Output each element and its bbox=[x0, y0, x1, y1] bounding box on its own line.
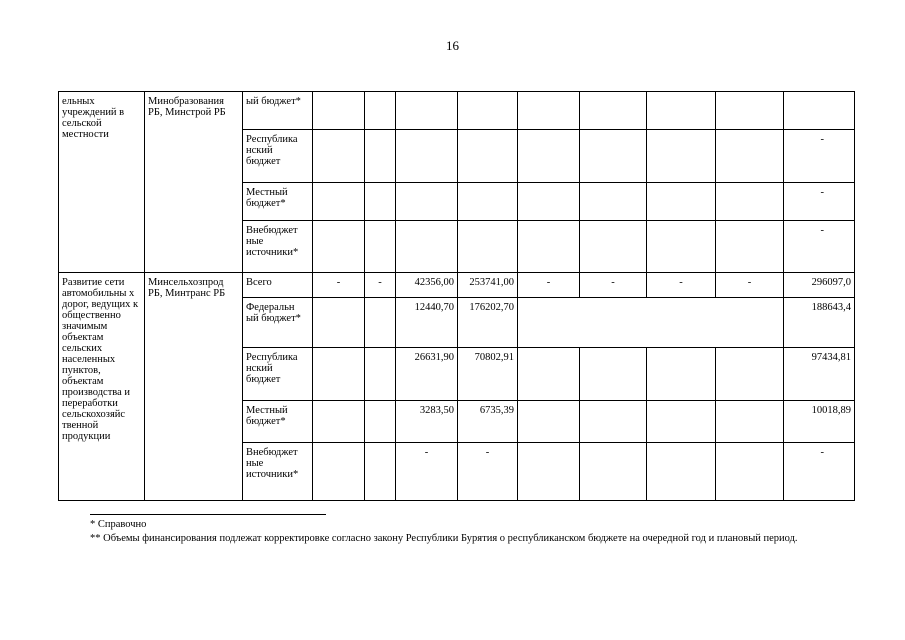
page-number: 16 bbox=[446, 38, 459, 53]
value-cell: - bbox=[647, 273, 716, 298]
source-cell: ый бюджет* bbox=[243, 92, 313, 130]
value-cell: - bbox=[518, 273, 580, 298]
footnote-reference: * Справочно bbox=[90, 519, 147, 530]
source-cell: Местный бюджет* bbox=[243, 401, 313, 443]
source-cell: Всего bbox=[243, 273, 313, 298]
value-cell: 70802,91 bbox=[458, 348, 518, 401]
total-cell: 188643,4 bbox=[784, 298, 855, 348]
activity-cell: ельных учреждений в сельской местности bbox=[59, 92, 145, 273]
source-cell: Республика нский бюджет bbox=[243, 348, 313, 401]
total-cell: - bbox=[784, 443, 855, 501]
executor-cell: Минобразования РБ, Минстрой РБ bbox=[145, 92, 243, 273]
value-cell: - bbox=[396, 443, 458, 501]
value-cell: 12440,70 bbox=[396, 298, 458, 348]
total-cell: - bbox=[784, 221, 855, 273]
value-cell: - bbox=[458, 443, 518, 501]
total-cell: - bbox=[784, 130, 855, 183]
financing-table bbox=[58, 91, 855, 501]
total-cell: 296097,0 bbox=[784, 273, 855, 298]
value-cell: 42356,00 bbox=[396, 273, 458, 298]
value-cell: - bbox=[716, 273, 784, 298]
value-cell: 253741,00 bbox=[458, 273, 518, 298]
value-cell: 3283,50 bbox=[396, 401, 458, 443]
total-cell: 97434,81 bbox=[784, 348, 855, 401]
footnote-financing: ** Объемы финансирования подлежат корректировке согласно закону Республики Бурятия о республиканском бюджете на очередной год и плановый период. bbox=[90, 533, 798, 544]
total-cell bbox=[784, 92, 855, 130]
value-cell: - bbox=[580, 273, 647, 298]
value-cell: - bbox=[365, 273, 396, 298]
footnote-separator bbox=[90, 514, 326, 515]
source-cell: Внебюджет ные источники* bbox=[243, 221, 313, 273]
source-cell: Республика нский бюджет bbox=[243, 130, 313, 183]
value-cell: 26631,90 bbox=[396, 348, 458, 401]
executor-cell: Минсельхозпрод РБ, Минтранс РБ bbox=[145, 273, 243, 501]
source-cell: Местный бюджет* bbox=[243, 183, 313, 221]
source-cell: Внебюджет ные источники* bbox=[243, 443, 313, 501]
total-cell: 10018,89 bbox=[784, 401, 855, 443]
activity-cell: Развитие сети автомобильны х дорог, ведущих к общественно значимым объектам сельских населенных пунктов, объектам производства и переработки сельскохозяйс твенной продукции bbox=[59, 273, 145, 501]
table-row bbox=[59, 273, 855, 298]
total-cell: - bbox=[784, 183, 855, 221]
table-row bbox=[59, 92, 855, 130]
value-cell: 6735,39 bbox=[458, 401, 518, 443]
source-cell: Федеральн ый бюджет* bbox=[243, 298, 313, 348]
value-cell: - bbox=[313, 273, 365, 298]
value-cell: 176202,70 bbox=[458, 298, 518, 348]
